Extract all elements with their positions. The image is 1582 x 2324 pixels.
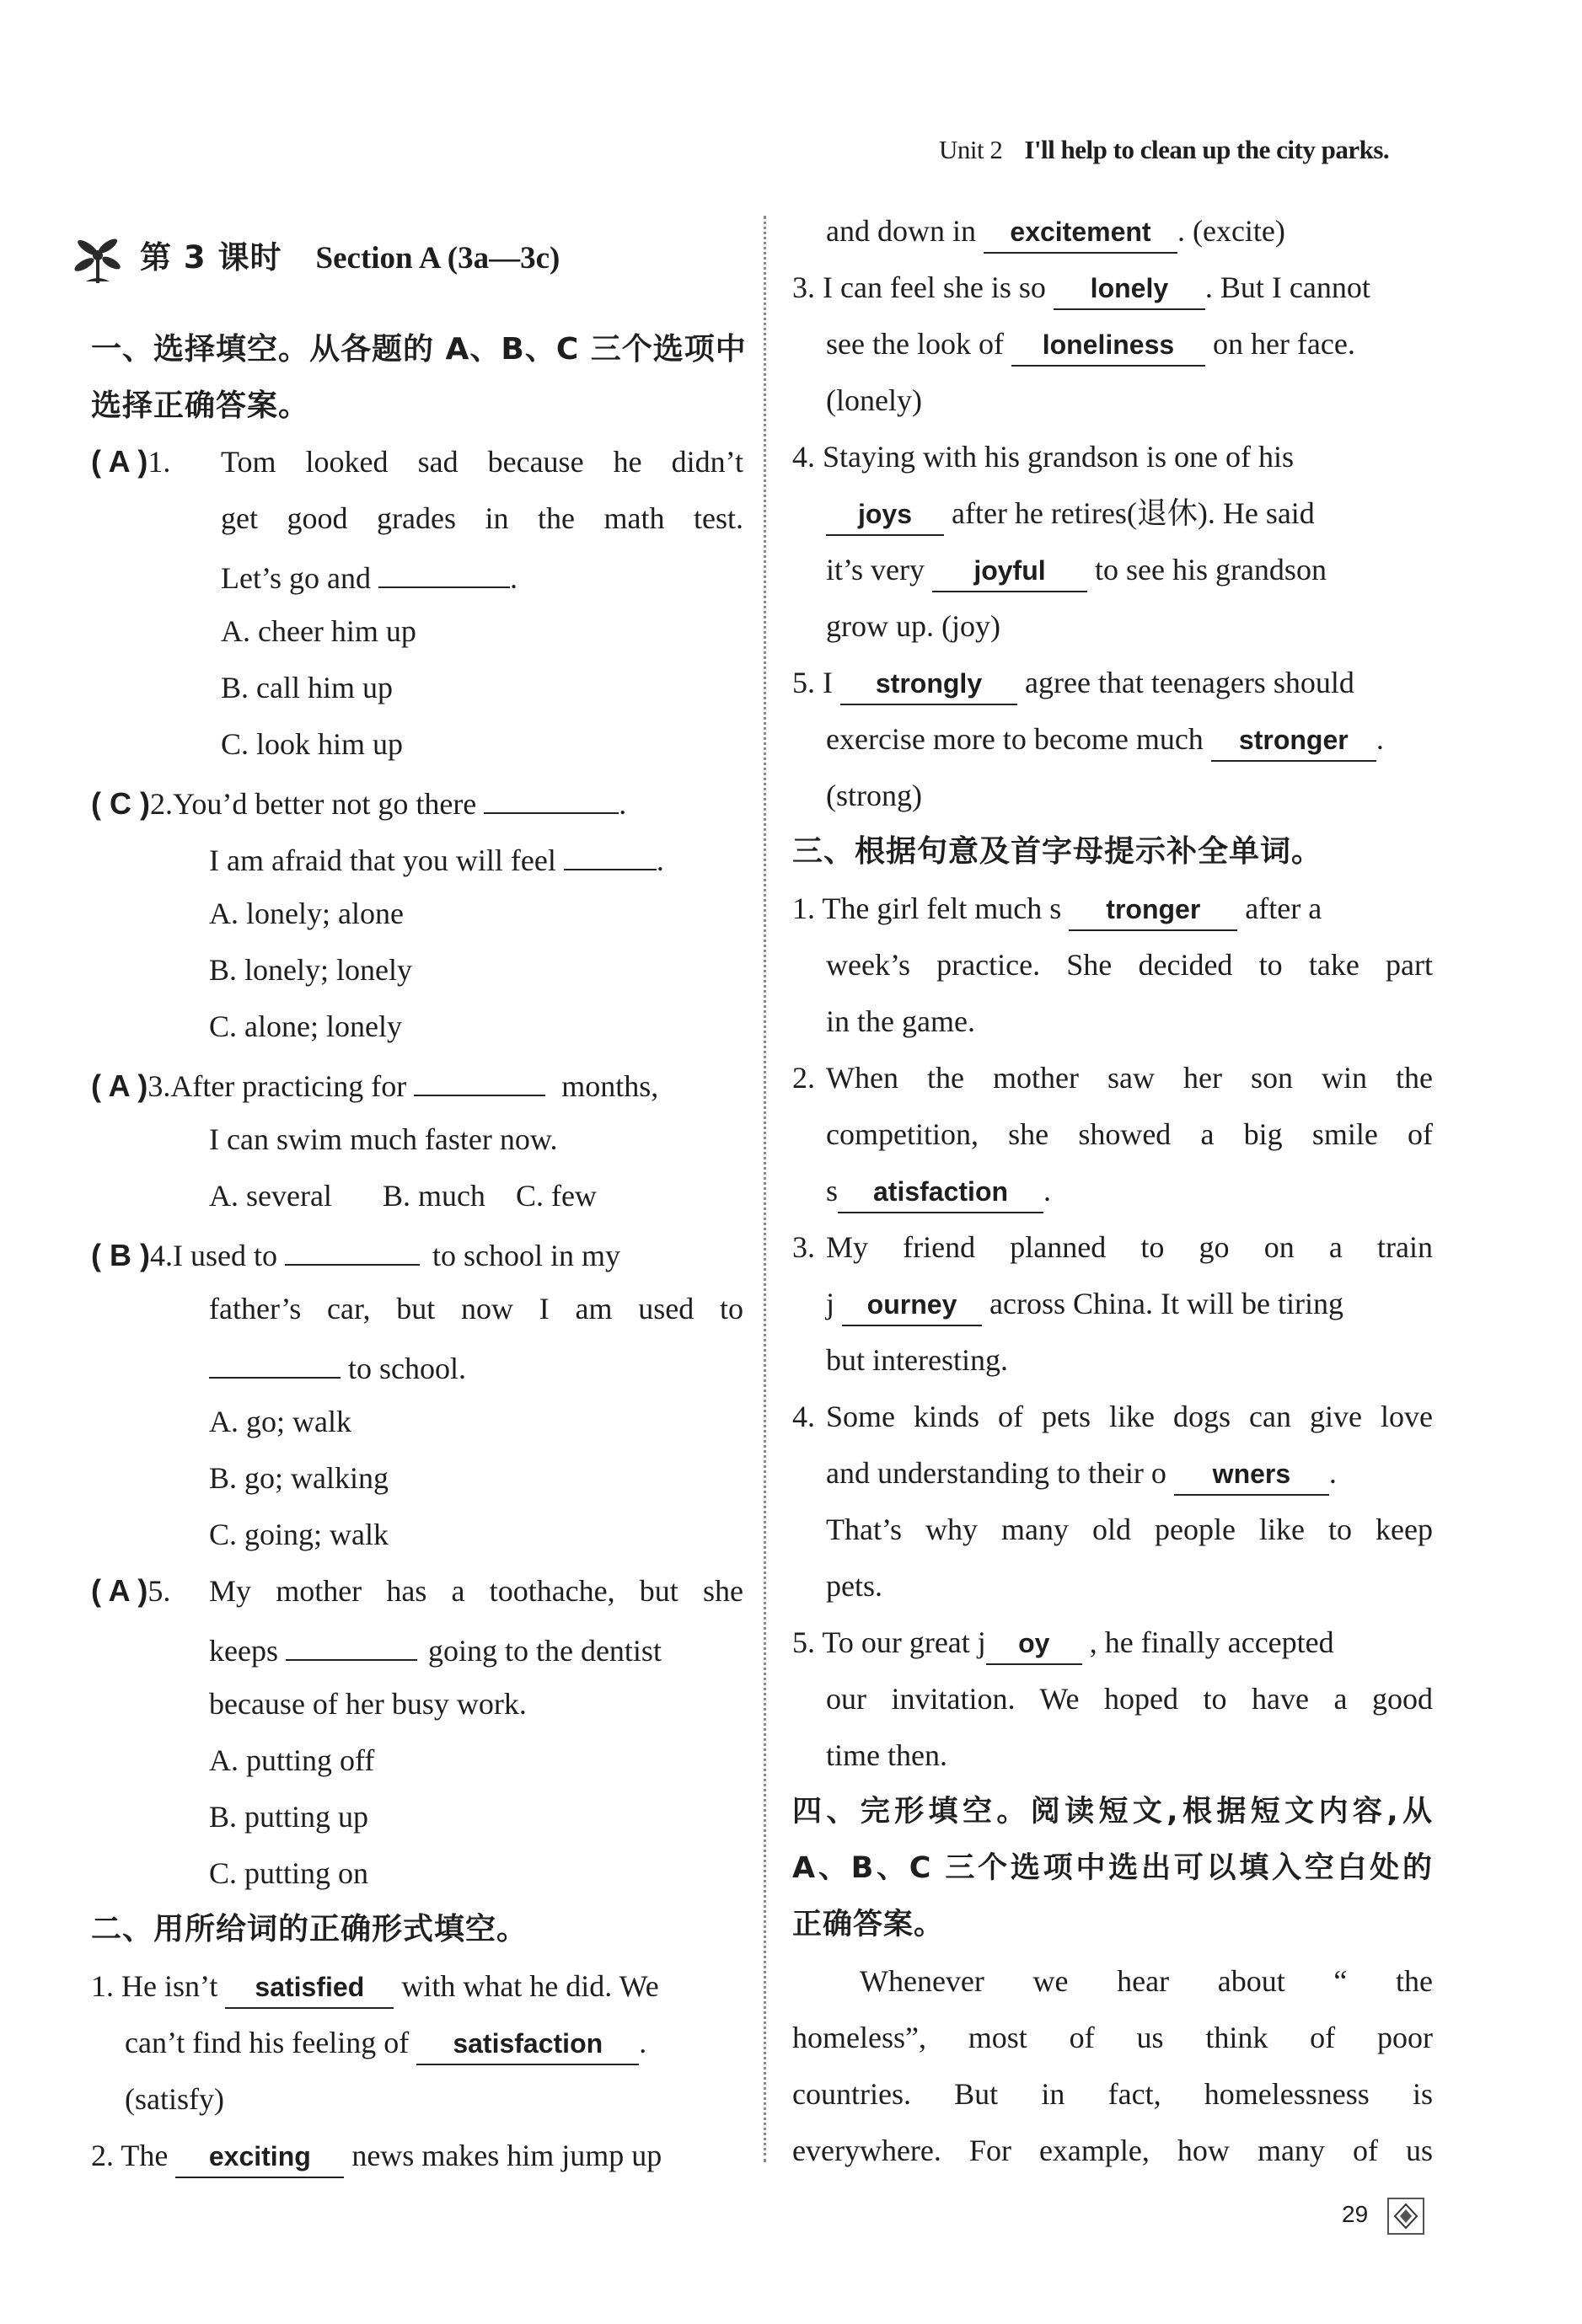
unit-title: I'll help to clean up the city parks. [1024, 135, 1390, 164]
answer-blank[interactable]: joys [826, 495, 944, 536]
lesson-title: 第 3 课时 Section A (3a—3c) [140, 239, 560, 276]
option-c: C. few [515, 1179, 597, 1213]
question-2: ( C )2.You’d better not go there . [91, 775, 626, 826]
page-number: 29 [1342, 2201, 1369, 2227]
answer-blank[interactable]: loneliness [1011, 326, 1205, 367]
answer-blank[interactable]: strongly [840, 665, 1017, 705]
answer-blank[interactable]: stronger [1211, 721, 1376, 762]
flower-icon [69, 229, 128, 288]
passage-line: homeless”, most of us think of poor [792, 2021, 1433, 2054]
answer-blank[interactable]: satisfaction [416, 2025, 639, 2065]
option-a: A. putting off [209, 1743, 375, 1777]
word-question-2: 2. [792, 1061, 815, 1095]
part4-heading-line1: 四、完形填空。阅读短文,根据短文内容,从 [792, 1795, 1433, 1829]
fill-question-4: 4. Staying with his grandson is one of his [792, 440, 1294, 474]
word-question-4: 4. [792, 1400, 815, 1433]
answer-blank[interactable]: tronger [1069, 891, 1237, 931]
answer-blank[interactable]: joyful [932, 552, 1087, 592]
page-badge [1387, 2198, 1424, 2235]
fill-question-3: 3. I can feel she is so lonely . But I cannot [792, 262, 1370, 313]
answer-blank[interactable]: lonely [1054, 270, 1205, 310]
option-c: C. alone; lonely [209, 1009, 402, 1043]
part4-heading-line3: 正确答案。 [792, 1908, 945, 1941]
question-3: ( A )3.After practicing for months, [91, 1058, 658, 1108]
option-a: A. several [209, 1179, 332, 1213]
blank [378, 549, 510, 588]
unit-label: Unit 2 [939, 135, 1003, 164]
option-b: B. putting up [209, 1800, 369, 1834]
option-b: B. much [382, 1179, 485, 1213]
passage-line: countries. But in fact, homelessness is [792, 2077, 1433, 2111]
word-question-5: 5. To our great j oy , he finally accepted [792, 1617, 1334, 1668]
fill-question-1: 1. He isn’t satisfied with what he did. We [91, 1961, 659, 2011]
column-divider [764, 216, 766, 2162]
option-b: B. lonely; lonely [209, 953, 412, 987]
part4-heading-line2: A、B、C 三个选项中选出可以填入空白处的 [792, 1851, 1433, 1885]
passage-line: Whenever we hear about “ the [860, 1964, 1433, 1998]
question-4: ( B )4.I used to to school in my [91, 1227, 620, 1277]
option-a: A. lonely; alone [209, 897, 404, 930]
option-c: C. putting on [209, 1856, 369, 1890]
question-1: ( A )1. [91, 444, 171, 479]
part1-heading-line2: 选择正确答案。 [91, 388, 310, 423]
answer-blank[interactable]: satisfied [225, 1968, 394, 2009]
question-5: ( A )5. [91, 1573, 171, 1608]
option-c: C. look him up [221, 727, 404, 761]
running-header [939, 135, 1389, 165]
option-b: B. call him up [221, 671, 393, 704]
fill-question-2: 2. The exciting news makes him jump up [91, 2130, 662, 2181]
options-row [209, 1170, 597, 1221]
word-question-3: 3. [792, 1230, 815, 1264]
answer-blank[interactable]: ourney [842, 1286, 982, 1326]
workbook-page: Unit 2 I'll help to clean up the city parks. 第 3 课时 Section A (3a—3c) 一、选择填空。从各题的 A、B、C 三个选项中 选择正确答案。 ( A )1. Tom looked sad because he didn’t get good grades in the math test. Let’s go and . A. cheer him up B. call him up C. look him up ( C )2.You’d better not go there . I am afraid that you will feel . A. lonely; alone B. lonely; lonely C. alone; lonely ( A )3.After practicing for months, I can swim much faster now. A. several B. much C. few ( B )4.I used to to school in my father’s car, but now I am used to to school. A. go; walk B. go; walking C. going; walk ( A )5. My mother has a toothache, but she keeps going to the dentist because of her busy work. A. putting off B. putting up C. putting on 二、用所给词的正确形式填空。 1. He isn’t satisfied with what he did. We can’t find his feeling of satisfaction . (satisfy) 2. The exciting news makes him jump up and down in excitement . (excite) 3. I can feel she is so lonely . But I cannot see the look of loneliness on her face. (lonely) 4. Staying with his grandson is one of his joys after he retires(退休). He said it’s very joyful to see his grandson grow up. (joy) 5. I strongly agree that teenagers should exercise more to become much stronger . (strong) 三、根据句意及首字母提示补全单词。 1. The girl felt much s tronger after a week’s practice. She decided to take part in the game. 2. When the mother saw her son win the competition, she showed a big smile of s atisfaction . 3. My friend planned to go on a train j ourney across China. It will be tiring but interesting. 4. Some kinds of pets like dogs can give love and understanding to their o wners . That’s why many old people like to keep pets. 5. To our great j oy , he finally accepted our invitation. We hoped to have a good time then. 四、完形填空。阅读短文,根据短文内容,从 A、B、C 三个选项中选出可以填入空白处的 正确答案。 Whenever we hear about “ the homeless”, most of us think of poor countries. But in fact, homelessness is everywhere. For example, how many of us 29 [0, 0, 1582, 2324]
word-question-1: 1. The girl felt much s tronger after a [792, 883, 1322, 934]
option-a: A. go; walk [209, 1405, 351, 1438]
answer-blank[interactable]: exciting [175, 2138, 344, 2178]
answer-blank[interactable]: excitement [984, 213, 1177, 254]
option-b: B. go; walking [209, 1461, 389, 1495]
option-c: C. going; walk [209, 1518, 389, 1551]
part1-heading-line1: 一、选择填空。从各题的 A、B、C 三个选项中 [91, 332, 747, 367]
answer-blank[interactable]: oy [986, 1625, 1082, 1665]
part2-heading: 二、用所给词的正确形式填空。 [91, 1912, 528, 1946]
passage-line: everywhere. For example, how many of us [792, 2134, 1433, 2167]
answer-blank[interactable]: atisfaction [838, 1173, 1043, 1213]
diamond-icon [1389, 2199, 1423, 2233]
part3-heading: 三、根据句意及首字母提示补全单词。 [792, 834, 1323, 869]
fill-question-5: 5. I strongly agree that teenagers should [792, 657, 1354, 708]
fill-question-2-cont: and down in excitement . (excite) [826, 206, 1285, 256]
option-a: A. cheer him up [221, 614, 416, 648]
answer-blank[interactable]: wners [1174, 1455, 1329, 1496]
